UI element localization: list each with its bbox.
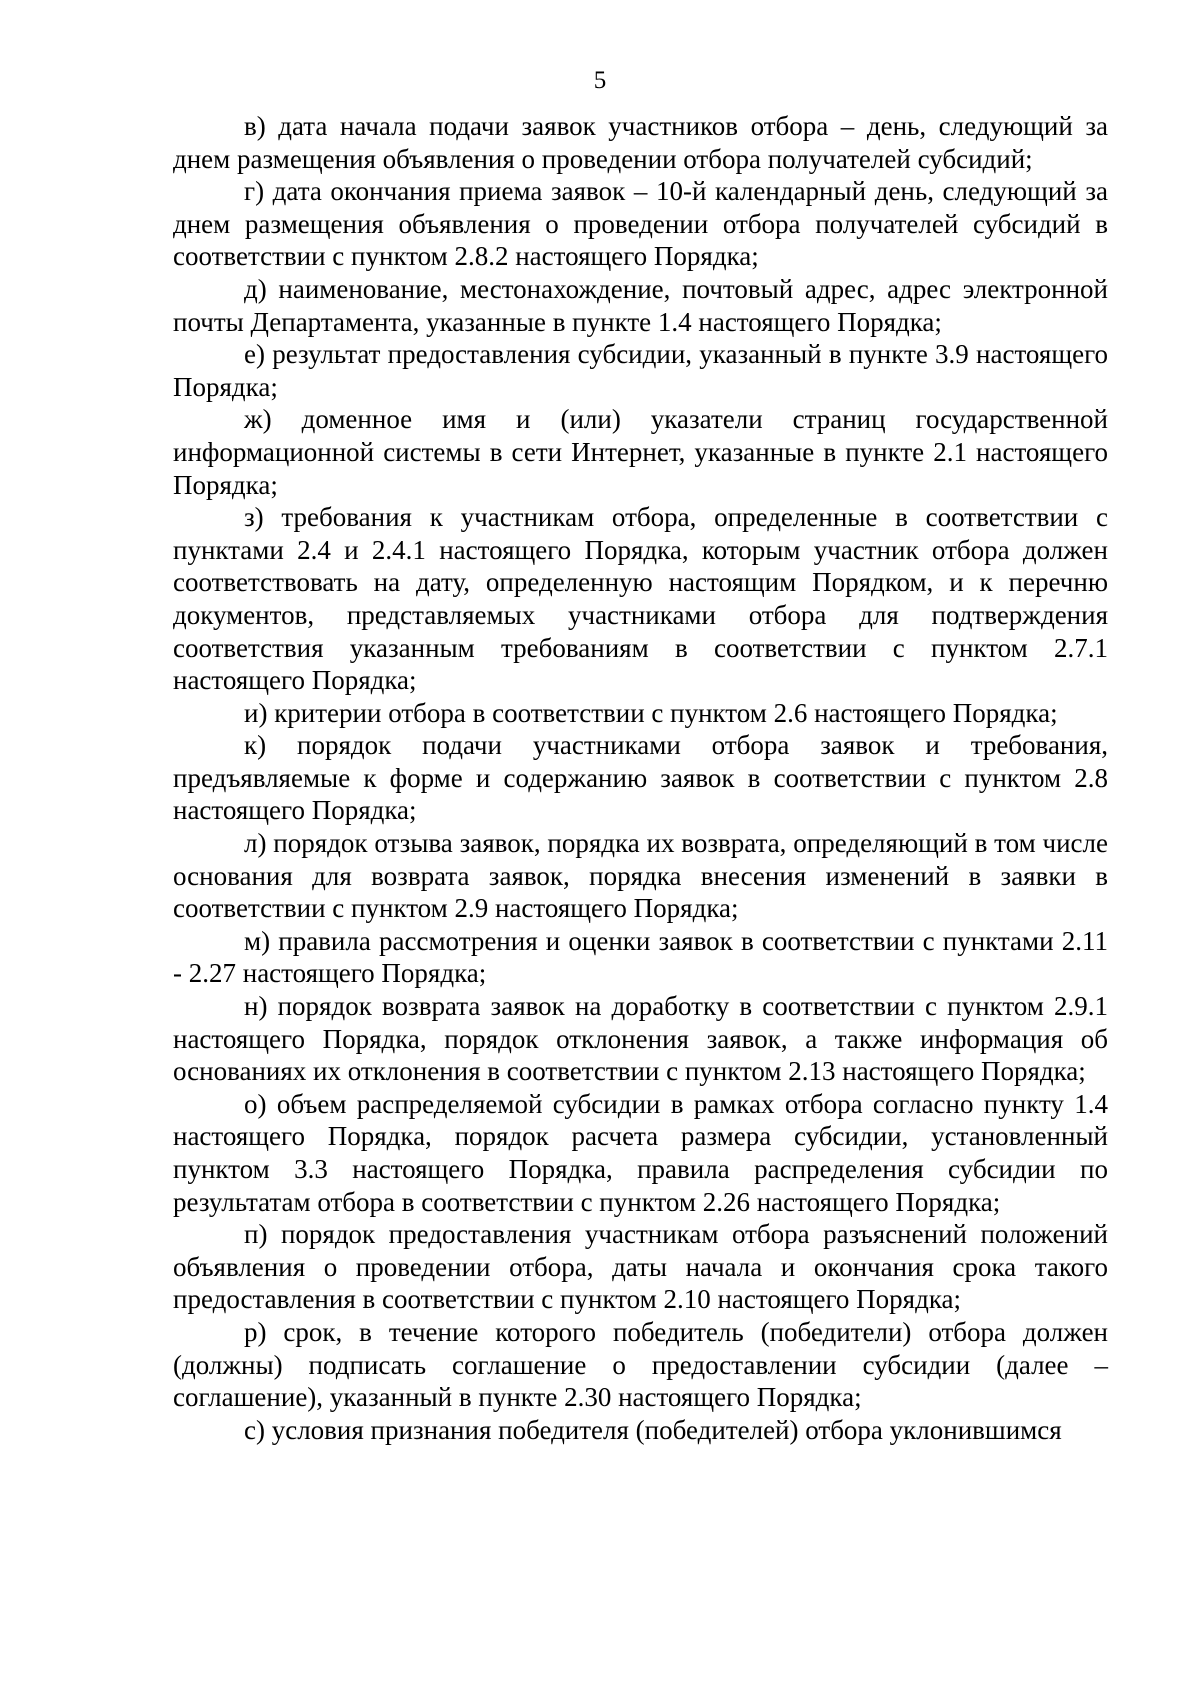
paragraph-k: к) порядок подачи участниками отбора заявок и требования, предъявляемые к форме и содержанию заявок в соответствии с пунктом 2.8 настоящего Порядка; [173,730,1108,826]
document-body [173,110,1108,1446]
paragraph-p: п) порядок предоставления участникам отбора разъяснений положений объявления о проведении отбора, даты начала и окончания срока такого предоставления в соответствии с пунктом 2.10 настоящего Порядка; [173,1219,1108,1315]
page-number: 5 [593,67,607,94]
paragraph-v: в) дата начала подачи заявок участников отбора – день, следующий за днем размещения объявления о проведении отбора получателей субсидий; [173,111,1108,174]
paragraph-e: е) результат предоставления субсидии, указанный в пункте 3.9 настоящего Порядка; [173,339,1108,402]
paragraph-n: н) порядок возврата заявок на доработку в соответствии с пунктом 2.9.1 настоящего Порядка, порядок отклонения заявок, а также информация об основаниях их отклонения в соответствии с пунктом 2.13 настоящего Порядка; [173,991,1108,1087]
paragraph-l: л) порядок отзыва заявок, порядка их возврата, определяющий в том числе основания для возврата заявок, порядка внесения изменений в заявки в соответствии с пунктом 2.9 настоящего Порядка; [173,828,1108,924]
paragraph-i: и) критерии отбора в соответствии с пунктом 2.6 настоящего Порядка; [244,697,1058,728]
paragraph-g: г) дата окончания приема заявок – 10-й календарный день, следующий за днем размещения объявления о проведении отбора получателей субсидий в соответствии с пунктом 2.8.2 настоящего Порядка; [173,176,1108,272]
paragraph-d: д) наименование, местонахождение, почтовый адрес, адрес электронной почты Департамента, указанные в пункте 1.4 настоящего Порядка; [173,273,1108,337]
paragraph-s: с) условия признания победителя (победителей) отбора уклонившимся [244,1414,1062,1445]
paragraph-o: о) объем распределяемой субсидии в рамках отбора согласно пункту 1.4 настоящего Порядка, порядок расчета размера субсидии, установленный пунктом 3.3 настоящего Порядка, правила распределения субсидии по результатам отбора в соответствии с пунктом 2.26 настоящего Порядка; [173,1088,1108,1217]
paragraph-zh: ж) доменное имя и (или) указатели страниц государственной информационной системы в сети Интернет, указанные в пункте 2.1 настоящего Порядка; [173,404,1108,500]
paragraph-z: з) требования к участникам отбора, определенные в соответствии с пунктами 2.4 и 2.4.1 настоящего Порядка, которым участник отбора должен соответствовать на дату, определенную настоящим Порядком, и к перечню документов, представляемых участниками отбора для подтверждения соответствия указанным требованиям в соответствии с пунктом 2.7.1 настоящего Порядка; [173,502,1108,696]
paragraph-r: р) срок, в течение которого победитель (победители) отбора должен (должны) подписать соглашение о предоставлении субсидии (далее – соглашение), указанный в пункте 2.30 настоящего Порядка; [173,1316,1108,1413]
paragraph-m: м) правила рассмотрения и оценки заявок в соответствии с пунктами 2.11 - 2.27 настоящего Порядка; [173,925,1108,989]
